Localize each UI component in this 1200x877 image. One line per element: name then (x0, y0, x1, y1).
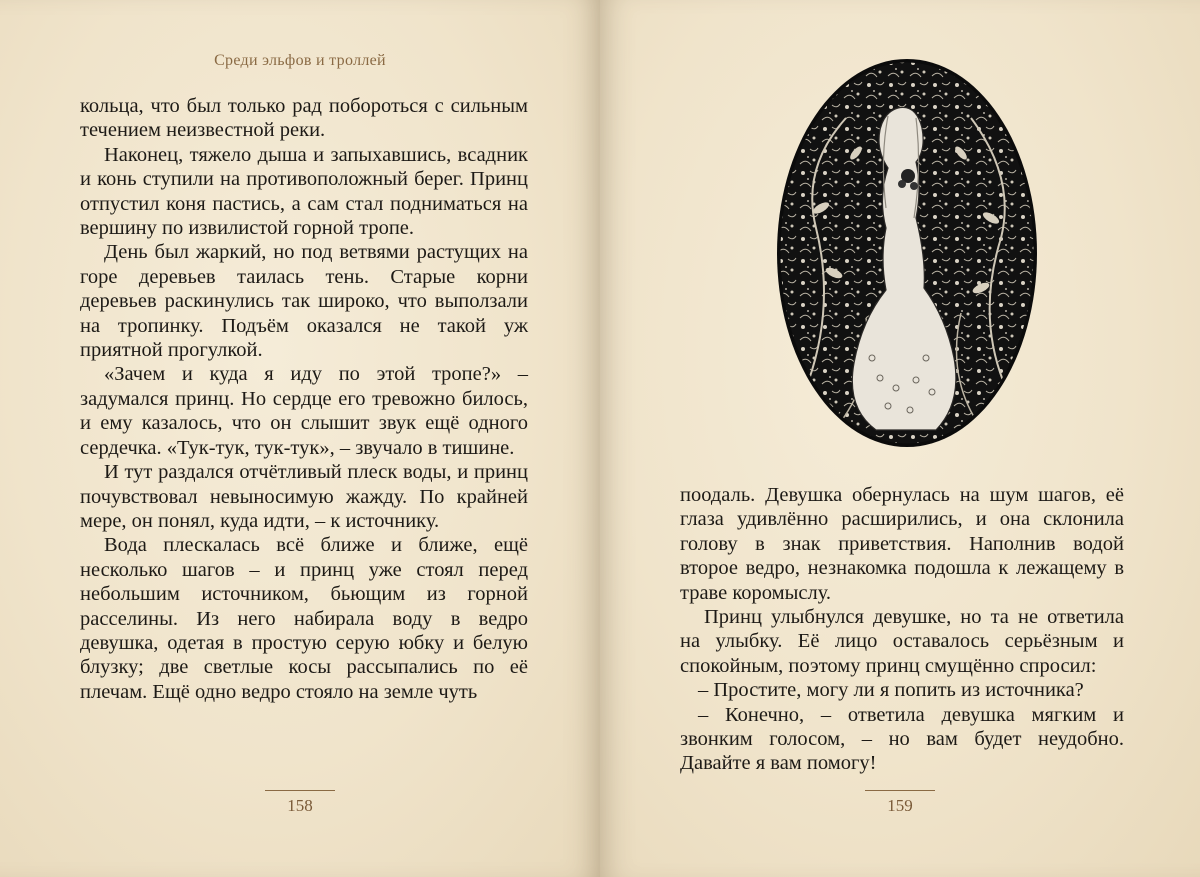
paragraph: Вода плескалась всё ближе и ближе, ещё несколько шагов – и принц уже стоял перед небольшим источником, бьющим из горной расселины. Из него набирала воду в ведро девушка, одетая в простую серую юбку и белую блузку; две светлые косы рассыпались по её плечам. Ещё одно ведро стояло на земле чуть (80, 534, 528, 703)
paragraph: Наконец, тяжело дыша и запыхавшись, всадник и конь ступили на противоположный берег. Принц отпустил коня пастись, а сам стал подниматься на вершину по извилистой горной тропе. (80, 143, 528, 240)
page-number-left: 158 (287, 796, 313, 815)
paragraph: День был жаркий, но под ветвями растущих на горе деревьев таилась тень. Старые корни деревьев раскинулись так широко, что выползали на тропинку. Подъём оказался не такой уж приятной прогулкой. (80, 241, 528, 362)
paragraph: поодаль. Девушка обернулась на шум шагов, её глаза удивлённо расширились, и она склонила голову в знак приветствия. Наполнив водой второе ведро, незнакомка подошла к лежащему в траве коромыслу. (680, 484, 1124, 604)
page-number-right: 159 (887, 796, 913, 815)
paragraph: Принц улыбнулся девушке, но та не ответила на улыбку. Её лицо оставалось серьёзным и спокойным, поэтому принц смущённо спросил: (680, 606, 1124, 677)
paragraph: «Зачем и куда я иду по этой тропе?» – задумался принц. Но сердце его тревожно билось, и ему казалось, что он слышит звук ещё одного сердечка. «Тук-тук, тук-тук», – звучало в тишине. (80, 363, 528, 459)
running-head: Среди эльфов и троллей (214, 52, 386, 69)
paragraph: – Простите, могу ли я попить из источника? (698, 679, 1084, 702)
folio-rule (265, 790, 335, 791)
paragraph: кольца, что был только рад побороться с сильным течением неизвестной реки. (80, 95, 528, 142)
folio-rule (865, 790, 935, 791)
maiden-oval-illustration-icon (776, 58, 1038, 448)
paragraph: – Конечно, – ответила девушка мягким и звонким голосом, – но вам будет неудобно. Давайте я вам помогу! (680, 703, 1124, 775)
paragraph: И тут раздался отчётливый плеск воды, и принц почувствовал невыносимую жажду. По крайней мере, он понял, куда идти, – к источнику. (80, 461, 528, 532)
left-page-text (80, 94, 528, 704)
